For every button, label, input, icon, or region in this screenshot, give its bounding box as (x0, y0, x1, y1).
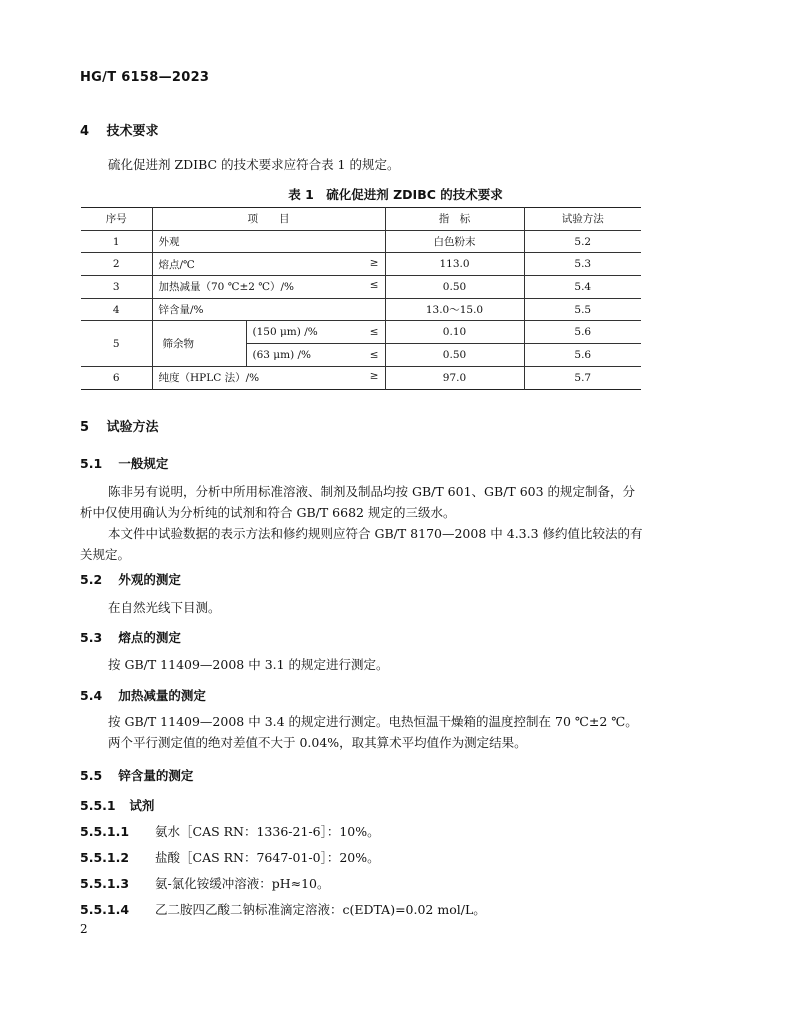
row-value: 0.10 (385, 321, 524, 344)
section-title: 技术要求 (106, 124, 159, 139)
row-number: 6 (81, 366, 152, 389)
row-value: 13.0～15.0 (385, 298, 524, 321)
row-item: 筛余物 (152, 321, 246, 366)
row-number: 2 (81, 253, 152, 276)
section-5-3-text: 按 GB/T 11409—2008 中 3.1 的规定进行测定。 (108, 657, 389, 672)
table-row (81, 230, 641, 253)
section-5-1-body (80, 481, 650, 565)
row-method: 5.3 (524, 253, 641, 276)
section-5-3-heading: 5.3 熔点的测定 (80, 630, 181, 645)
paragraph-line: 析中仅使用确认为分析纯的试剂和符合 GB/T 6682 规定的三级水。 (80, 505, 456, 520)
section-5-4-body (108, 711, 638, 753)
section-5-4-heading: 5.4 加热减量的测定 (80, 688, 206, 703)
row-item: 加热减量（70 ℃±2 ℃）/% ≤ (152, 276, 385, 299)
paragraph-line: 两个平行测定值的绝对差值不大于 0.04%，取其算术平均值作为测定结果。 (108, 735, 527, 750)
document-header: HG/T 6158—2023 (80, 70, 210, 85)
reagent-item: 5.5.1.4 乙二胺四乙酸二钠标准滴定溶液：c(EDTA)=0.02 mol/L。 (80, 902, 486, 917)
table-header-cell: 试验方法 (524, 208, 641, 231)
section-title: 试验方法 (106, 420, 159, 435)
table-row (81, 366, 641, 389)
page-number: 2 (80, 922, 88, 936)
section-5-1-heading: 5.1 一般规定 (80, 456, 169, 471)
row-item: 锌含量/% (152, 298, 385, 321)
row-method: 5.6 (524, 321, 641, 344)
section-4-heading (80, 120, 159, 139)
row-method: 5.7 (524, 366, 641, 389)
section-number: 4 (80, 124, 90, 139)
section-5-2-heading: 5.2 外观的测定 (80, 572, 181, 587)
row-item: 熔点/℃ ≥ (152, 253, 385, 276)
section-number: 5 (80, 420, 90, 435)
row-subitem: (150 μm) /% ≤ (246, 321, 385, 344)
table-row (81, 276, 641, 299)
row-value: 113.0 (385, 253, 524, 276)
row-item: 外观 (152, 230, 385, 253)
paragraph-line: 关规定。 (80, 547, 131, 562)
reagent-item: 5.5.1.1 氨水［CAS RN：1336-21-6］：10%。 (80, 824, 380, 839)
table-header-cell: 序号 (81, 208, 152, 231)
reagent-item: 5.5.1.2 盐酸［CAS RN：7647-01-0］：20%。 (80, 850, 380, 865)
table-title: 表 1 硫化促进剂 ZDIBC 的技术要求 (288, 187, 503, 202)
row-value: 白色粉末 (385, 230, 524, 253)
section-5-5-1-heading: 5.5.1 试剂 (80, 798, 155, 813)
row-number: 4 (81, 298, 152, 321)
spec-table (81, 207, 641, 390)
section-5-2-text: 在自然光线下目测。 (108, 600, 221, 615)
table-header-cell: 指 标 (385, 208, 524, 231)
paragraph-line: 本文件中试验数据的表示方法和修约规则应符合 GB/T 8170—2008 中 4.3.3 修约值比较法的有 (108, 526, 643, 541)
paragraph-line: 按 GB/T 11409—2008 中 3.4 的规定进行测定。电热恒温干燥箱的温度控制在 70 ℃±2 ℃。 (108, 714, 638, 729)
row-value: 0.50 (385, 276, 524, 299)
row-number: 1 (81, 230, 152, 253)
table-header-row (81, 208, 641, 231)
table-row (81, 298, 641, 321)
table-row (81, 321, 641, 344)
section-5-5-heading: 5.5 锌含量的测定 (80, 768, 194, 783)
section-5-heading (80, 416, 159, 435)
row-value: 97.0 (385, 366, 524, 389)
table-header-cell: 项 目 (152, 208, 385, 231)
row-method: 5.5 (524, 298, 641, 321)
row-number: 5 (81, 321, 152, 366)
section-4-text: 硫化促进剂 ZDIBC 的技术要求应符合表 1 的规定。 (108, 157, 400, 172)
table-row (81, 253, 641, 276)
reagent-item: 5.5.1.3 氨-氯化铵缓冲溶液：pH≈10。 (80, 876, 330, 891)
row-value: 0.50 (385, 344, 524, 367)
row-method: 5.2 (524, 230, 641, 253)
row-number: 3 (81, 276, 152, 299)
row-item: 纯度（HPLC 法）/% ≥ (152, 366, 385, 389)
row-method: 5.6 (524, 344, 641, 367)
paragraph-line: 陈非另有说明，分析中所用标准溶液、制剂及制品均按 GB/T 601、GB/T 603 的规定制备，分 (108, 484, 636, 499)
row-subitem: (63 μm) /% ≤ (246, 344, 385, 367)
row-method: 5.4 (524, 276, 641, 299)
